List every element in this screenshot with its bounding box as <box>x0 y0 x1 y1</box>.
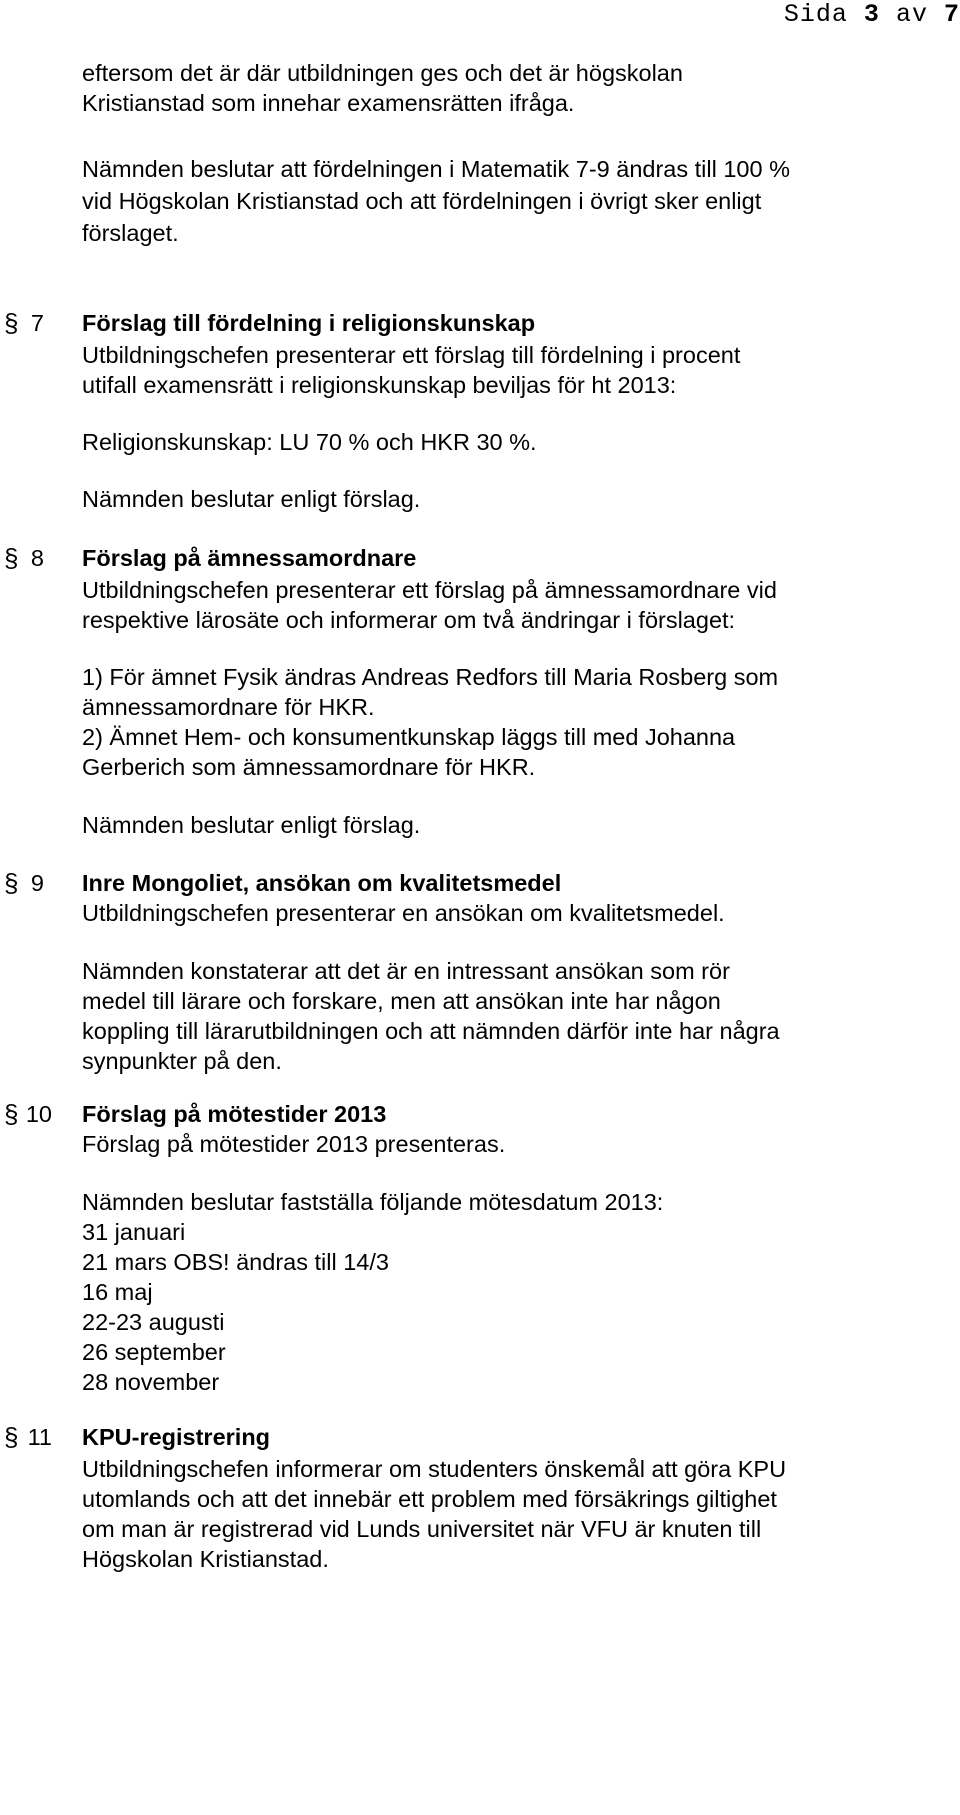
section-decision-line: Nämnden konstaterar att det är en intressant ansökan som rör <box>82 958 730 984</box>
section-title: Förslag på mötestider 2013 <box>82 1101 387 1127</box>
section-text-line: Utbildningschefen presenterar ett förslag till fördelning i procent <box>82 342 741 368</box>
section-decision-line: synpunkter på den. <box>82 1048 282 1074</box>
intro-line-2: Kristianstad som innehar examensrätten ifråga. <box>82 90 575 116</box>
section-number: 10 <box>25 1101 52 1127</box>
meeting-date: 31 januari <box>82 1219 186 1245</box>
meeting-date: 22-23 augusti <box>82 1309 225 1335</box>
section-text-line: Utbildningschefen informerar om studenters önskemål att göra KPU <box>82 1456 787 1482</box>
total-pages: 7 <box>943 0 960 29</box>
meeting-date: 26 september <box>82 1339 226 1365</box>
section-number: 8 <box>30 545 44 571</box>
section-sign: § <box>4 1099 19 1129</box>
section-decision: Nämnden beslutar enligt förslag. <box>82 812 421 838</box>
section-title: Inre Mongoliet, ansökan om kvalitetsmedel <box>82 870 562 896</box>
intro-line-1: eftersom det är där utbildningen ges och det är högskolan <box>82 60 683 86</box>
current-page: 3 <box>863 0 880 29</box>
section-text-line: Högskolan Kristianstad. <box>82 1546 329 1572</box>
intro-decision-line-2: vid Högskolan Kristianstad och att fördelningen i övrigt sker enligt <box>82 188 762 214</box>
page-of-label: av <box>895 0 928 29</box>
intro-decision-line-3: förslaget. <box>82 220 179 246</box>
section-text-line: Utbildningschefen presenterar en ansökan om kvalitetsmedel. <box>82 900 725 926</box>
section-number: 11 <box>27 1424 52 1450</box>
section-item-line: Gerberich som ämnessamordnare för HKR. <box>82 754 536 780</box>
section-title: KPU-registrering <box>82 1424 271 1450</box>
section-decision-line: koppling till lärarutbildningen och att nämnden därför inte har några <box>82 1018 780 1044</box>
section-item-line: 1) För ämnet Fysik ändras Andreas Redfors till Maria Rosberg som <box>82 664 779 690</box>
meeting-date: 21 mars OBS! ändras till 14/3 <box>82 1249 389 1275</box>
section-sign: § <box>4 868 19 898</box>
section-detail: Religionskunskap: LU 70 % och HKR 30 %. <box>82 429 537 455</box>
page-label: Sida <box>783 0 848 29</box>
section-sign: § <box>4 543 19 573</box>
section-decision: Nämnden beslutar fastställa följande mötesdatum 2013: <box>82 1189 664 1215</box>
section-text-line: Förslag på mötestider 2013 presenteras. <box>82 1131 506 1157</box>
section-text-line: om man är registrerad vid Lunds universitet när VFU är knuten till <box>82 1516 762 1542</box>
meeting-date: 28 november <box>82 1369 220 1395</box>
section-text-line: respektive lärosäte och informerar om två ändringar i förslaget: <box>82 607 736 633</box>
section-title: Förslag på ämnessamordnare <box>82 545 417 571</box>
section-text-line: Utbildningschefen presenterar ett förslag på ämnessamordnare vid <box>82 577 777 603</box>
section-sign: § <box>4 308 19 338</box>
section-text-line: utomlands och att det innebär ett problem med försäkrings giltighet <box>82 1486 777 1512</box>
intro-decision-line-1: Nämnden beslutar att fördelningen i Matematik 7-9 ändras till 100 % <box>82 156 790 182</box>
section-item-line: 2) Ämnet Hem- och konsumentkunskap läggs till med Johanna <box>82 724 736 750</box>
section-text-line: utifall examensrätt i religionskunskap beviljas för ht 2013: <box>82 372 677 398</box>
section-sign: § <box>4 1422 19 1452</box>
section-item-line: ämnessamordnare för HKR. <box>82 694 375 720</box>
section-number: 9 <box>30 870 44 896</box>
section-number: 7 <box>30 310 44 336</box>
page-number-header <box>784 0 960 29</box>
section-title: Förslag till fördelning i religionskunskap <box>82 310 536 336</box>
meeting-date: 16 maj <box>82 1279 153 1305</box>
section-decision-line: medel till lärare och forskare, men att ansökan inte har någon <box>82 988 721 1014</box>
section-decision: Nämnden beslutar enligt förslag. <box>82 486 421 512</box>
